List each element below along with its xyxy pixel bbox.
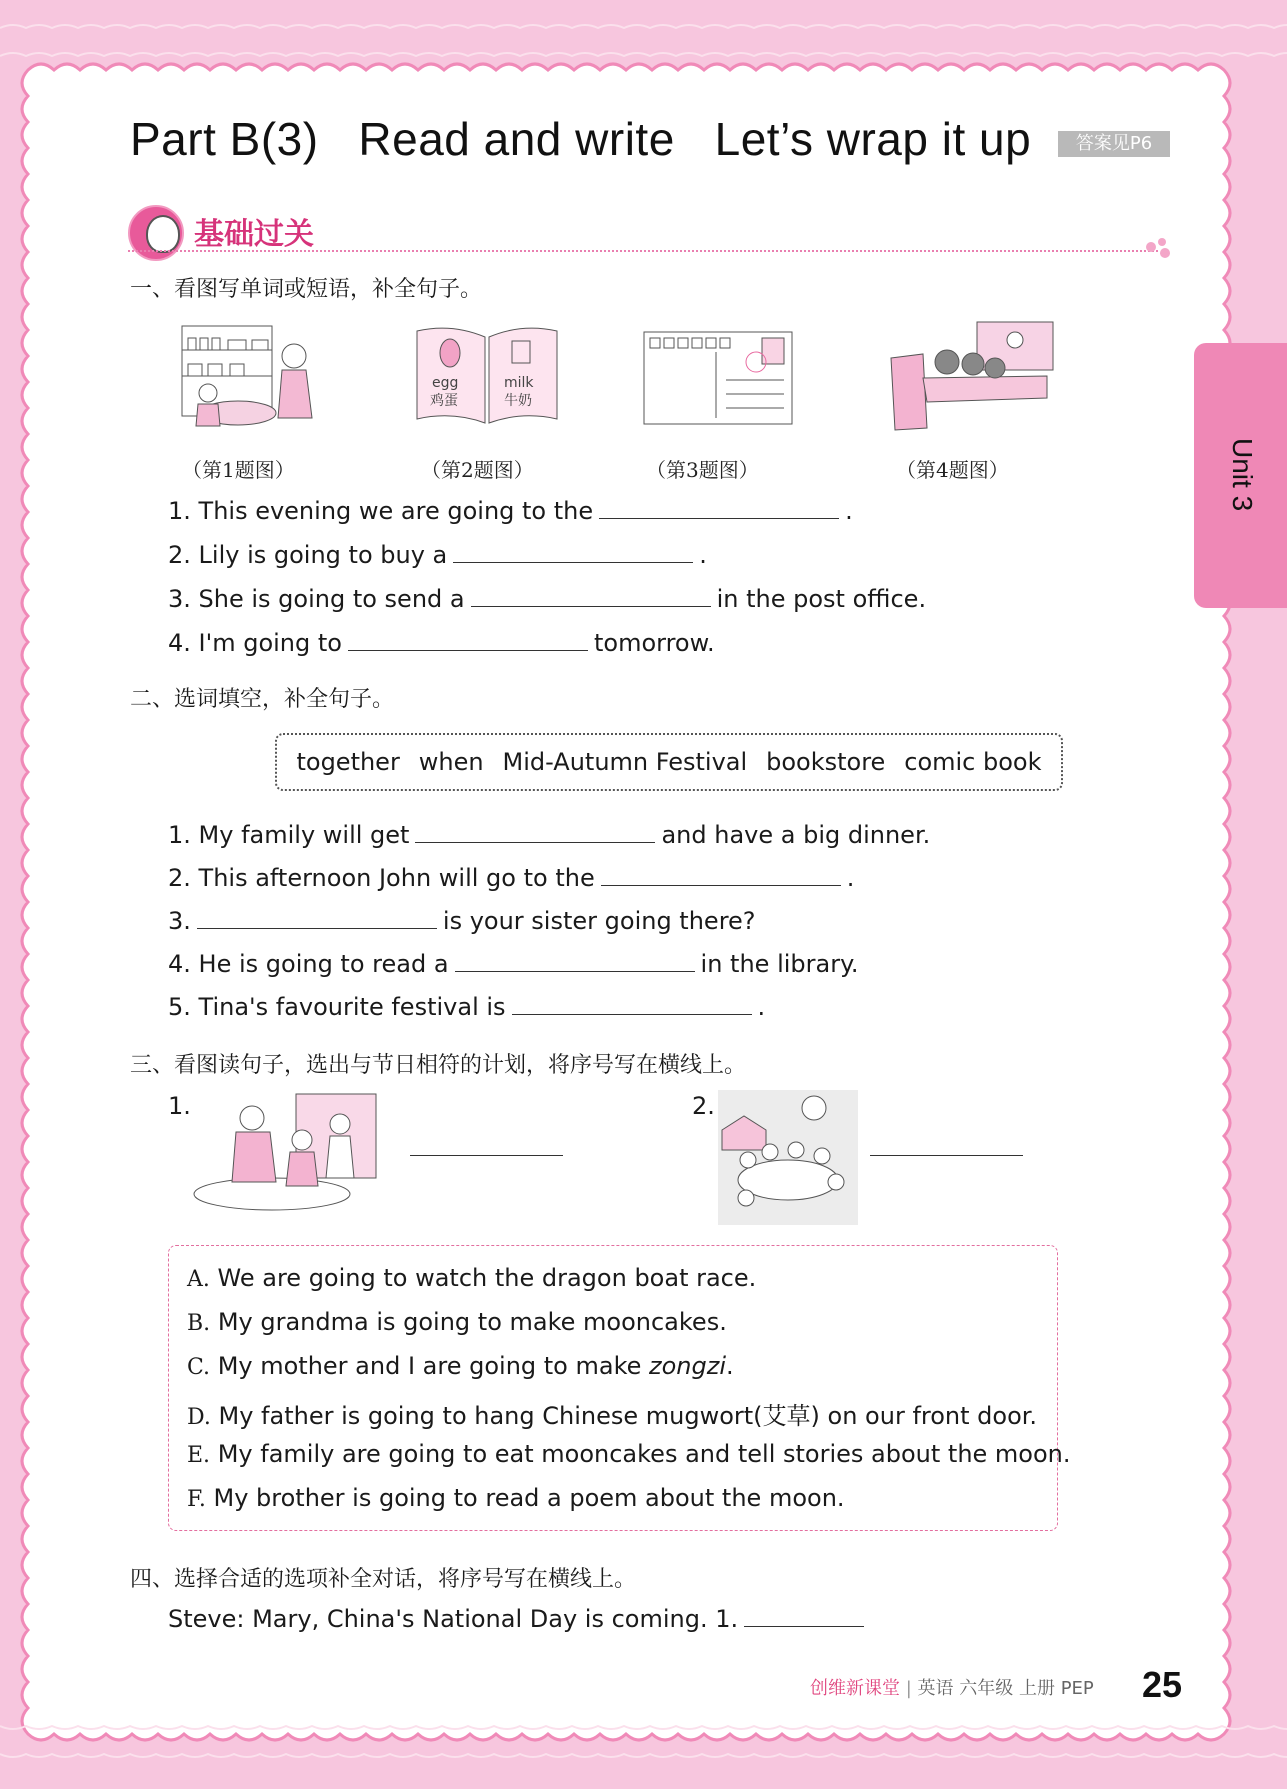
q3-label-2: 2. <box>692 1092 715 1120</box>
option-f: F. My brother is going to read a poem about the moon. <box>187 1484 845 1512</box>
answer-blank[interactable] <box>453 540 693 563</box>
q2-item-2: 2. This afternoon John will go to the . <box>168 864 855 892</box>
option-e: E. My family are going to eat mooncakes and tell stories about the moon. <box>187 1440 1071 1468</box>
cartoon-avatar-icon <box>128 205 184 261</box>
page-number: 25 <box>1142 1664 1183 1705</box>
q2-heading: 二、选词填空，补全句子。 <box>130 687 395 712</box>
page-title: Part B(3) Read and write Let’s wrap it up <box>130 113 1032 165</box>
q2-item-1: 1. My family will get and have a big dinner. <box>168 821 931 849</box>
fig3-caption: （第3题图） <box>646 458 759 482</box>
svg-text:egg: egg <box>432 375 459 391</box>
option-a: A. We are going to watch the dragon boat race. <box>187 1264 757 1292</box>
answer-blank[interactable] <box>197 906 437 929</box>
section-label: 基础过关 <box>194 217 314 252</box>
q3-answer-blank-1[interactable] <box>410 1155 563 1156</box>
word-option: comic book <box>904 748 1042 776</box>
q3-fig1-kitchen-image <box>192 1090 382 1220</box>
option-b: B. My grandma is going to make mooncakes. <box>187 1308 727 1336</box>
q3-options-box <box>168 1245 1071 1531</box>
word-option: together <box>296 748 400 776</box>
option-c: C. My mother and I are going to make zongzi. <box>187 1352 734 1380</box>
q1-heading: 一、看图写单词或短语，补全句子。 <box>130 277 483 302</box>
q4-dialogue-line: Steve: Mary, China's National Day is coming. 1. <box>168 1604 870 1633</box>
q1-item-4: 4. I'm going to tomorrow. <box>168 629 715 657</box>
brand-name: 创维新课堂 <box>810 1678 900 1699</box>
word-bank <box>275 733 1063 791</box>
fig2-caption: （第2题图） <box>421 458 534 482</box>
word-option: Mid-Autumn Festival <box>502 748 748 776</box>
fig2-book-image <box>412 323 562 428</box>
svg-text:牛奶: 牛奶 <box>504 393 532 409</box>
section-divider <box>128 250 1158 252</box>
option-d: D. My father is going to hang Chinese mugwort(艾草) on our front door. <box>187 1402 1038 1430</box>
answer-blank[interactable] <box>744 1604 864 1627</box>
word-option: when <box>418 748 484 776</box>
q3-answer-blank-2[interactable] <box>870 1155 1023 1156</box>
q2-item-3: 3. is your sister going there? <box>168 907 756 935</box>
svg-text:鸡蛋: 鸡蛋 <box>430 393 458 409</box>
q2-item-5: 5. Tina's favourite festival is . <box>168 993 766 1021</box>
book-info: 英语 六年级 上册 PEP <box>917 1678 1094 1699</box>
answer-blank[interactable] <box>512 992 752 1015</box>
answer-blank[interactable] <box>599 496 839 519</box>
fig4-cinema-image <box>887 318 1057 433</box>
q3-label-1: 1. <box>168 1092 191 1120</box>
answer-reference-badge: 答案见P6 <box>1058 131 1170 157</box>
svg-text:milk: milk <box>504 375 534 391</box>
answer-blank[interactable] <box>415 820 655 843</box>
q1-item-3: 3. She is going to send a in the post office. <box>168 585 927 613</box>
q1-item-2: 2. Lily is going to buy a . <box>168 541 707 569</box>
q4-heading: 四、选择合适的选项补全对话，将序号写在横线上。 <box>130 1567 637 1592</box>
q3-fig2-family-dinner-image <box>718 1090 858 1225</box>
q1-item-1: 1. This evening we are going to the . <box>168 497 853 525</box>
answer-blank[interactable] <box>471 584 711 607</box>
unit-side-tab <box>1194 343 1287 608</box>
answer-blank[interactable] <box>601 863 841 886</box>
word-option: bookstore <box>766 748 886 776</box>
fig1-supermarket-image <box>178 318 318 433</box>
fig3-postcard-image <box>642 330 794 426</box>
fig4-caption: （第4题图） <box>896 458 1009 482</box>
fig1-caption: （第1题图） <box>182 458 295 482</box>
q2-item-4: 4. He is going to read a in the library. <box>168 950 859 978</box>
answer-blank[interactable] <box>348 628 588 651</box>
q3-heading: 三、看图读句子，选出与节日相符的计划，将序号写在横线上。 <box>130 1053 747 1078</box>
answer-blank[interactable] <box>455 949 695 972</box>
footer-info: 创维新课堂 | 英语 六年级 上册 PEP <box>810 1678 1094 1699</box>
unit-label: Unit 3 <box>1227 438 1258 512</box>
